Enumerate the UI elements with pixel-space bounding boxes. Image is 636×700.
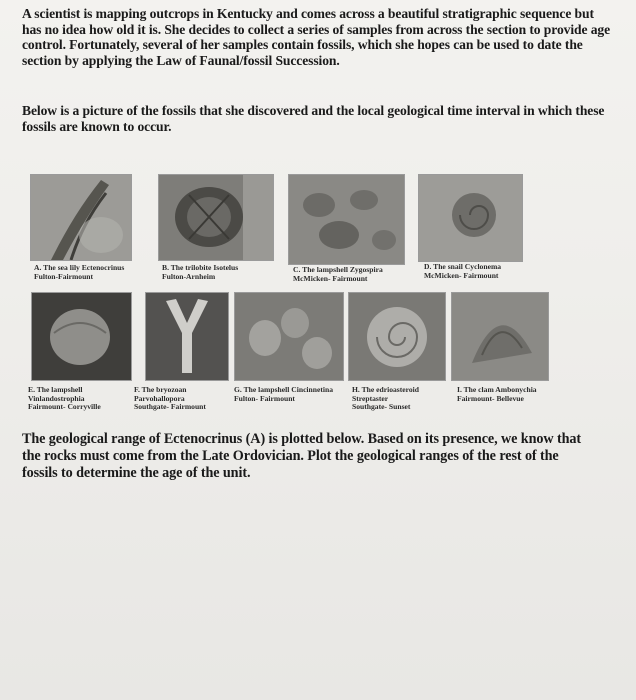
fossil-name-a: A. The sea lily Ectenocrinus bbox=[34, 263, 125, 272]
fossil-name-b: B. The trilobite Isotelus bbox=[162, 263, 239, 272]
fossil-interval-b: Fulton-Arnheim bbox=[162, 271, 216, 281]
fossil-interval-e: Vinlandostrophia bbox=[28, 393, 85, 403]
fossil-photo-e bbox=[31, 292, 132, 381]
fossil-photo-b bbox=[158, 174, 274, 261]
fossil-photo-g bbox=[234, 292, 344, 381]
fossil-caption-b bbox=[162, 264, 238, 281]
fossil-interval-d: McMicken- Fairmount bbox=[424, 270, 499, 280]
fossil-caption-h bbox=[352, 386, 419, 412]
fossil-interval-a: Fulton-Fairmount bbox=[34, 271, 94, 281]
picture-paragraph: Below is a picture of the fossils that she discovered and the local geological time interval in which these fossils are known to occur. bbox=[22, 103, 605, 134]
fossil-caption-i bbox=[457, 386, 537, 403]
fossil-interval-g: Fulton- Fairmount bbox=[234, 393, 295, 403]
fossil-caption-g bbox=[234, 386, 333, 403]
fossil-interval-c: McMicken- Fairmount bbox=[293, 273, 368, 283]
range-paragraph: The geological range of Ectenocrinus (A) is plotted below. Based on its presence, we know that the rocks must come from the Late Ordovician. Plot the geological ranges of the rest of the fossils to determine the age of the unit. bbox=[22, 431, 582, 481]
fossil-extra-f: Southgate- Fairmount bbox=[134, 402, 206, 412]
fossil-name-g: G. The lampshell Cincinnetina bbox=[234, 385, 334, 394]
fossil-name-e: E. The lampshell bbox=[28, 385, 83, 394]
fossil-name-h: H. The edrioasteroid bbox=[352, 385, 420, 394]
fossil-extra-h: Southgate- Sunset bbox=[352, 402, 411, 412]
fossil-interval-h: Streptaster bbox=[352, 393, 389, 403]
fossil-name-i: I. The clam Ambonychia bbox=[457, 385, 537, 394]
fossil-name-d: D. The snail Cyclonema bbox=[424, 262, 502, 271]
fossil-photo-d bbox=[418, 174, 523, 262]
fossil-caption-f bbox=[134, 386, 206, 412]
fossil-interval-f: Parvohallopora bbox=[134, 393, 185, 403]
fossil-caption-c bbox=[293, 266, 383, 283]
fossil-name-f: F. The bryozoan bbox=[134, 385, 187, 394]
fossil-photo-h bbox=[348, 292, 446, 381]
fossil-photo-f bbox=[145, 292, 229, 381]
fossil-interval-i: Fairmount- Bellevue bbox=[457, 393, 524, 403]
fossil-caption-d bbox=[424, 263, 501, 280]
fossil-caption-a bbox=[34, 264, 124, 281]
fossil-photo-a bbox=[30, 174, 132, 261]
fossil-photo-c bbox=[288, 174, 405, 265]
fossil-caption-e bbox=[28, 386, 101, 412]
fossil-photo-i bbox=[451, 292, 549, 381]
fossil-extra-e: Fairmount- Corryville bbox=[28, 402, 101, 412]
intro-paragraph: A scientist is mapping outcrops in Kentucky and comes across a beautiful stratigraphic sequence but has no idea how old it is. She decides to collect a series of samples from across the section to provide age control. Fortunately, several of her samples contain fossils, which she hopes can be used to date the section by applying the Law of Faunal/fossil Succession. bbox=[22, 6, 611, 68]
fossil-name-c: C. The lampshell Zygospira bbox=[293, 265, 383, 274]
